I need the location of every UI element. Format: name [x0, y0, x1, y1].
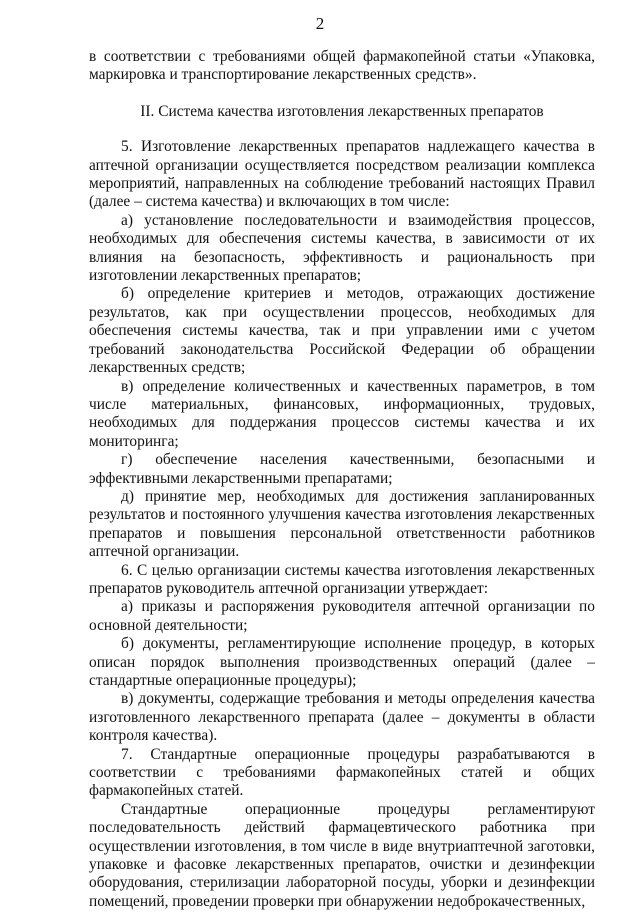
paragraph-item-5b: б) определение критериев и методов, отражающих достижение результатов, как при осуществлении процессов, необходимых для обеспечения системы качества, так и при управлении ими с учетом требований законодательства Российской Федерации об обращении лекарственных средств;	[89, 285, 595, 377]
document-body	[89, 48, 595, 911]
section-title: II. Система качества изготовления лекарственных препаратов	[140, 102, 544, 120]
paragraph-item-5: 5. Изготовление лекарственных препаратов надлежащего качества в аптечной организации осуществляется посредством реализации комплекса мероприятий, направленных на соблюдение требований настоящих Правил (далее – система качества) и включающих в том числе:	[89, 138, 595, 211]
paragraph-item-6: 6. С целью организации системы качества изготовления лекарственных препаратов руководитель аптечной организации утверждает:	[89, 561, 595, 597]
page-number: 2	[315, 14, 325, 33]
paragraph-item-6b: б) документы, регламентирующие исполнение процедур, в которых описан порядок выполнения производственных операций (далее – стандартные операционные процедуры);	[89, 635, 595, 689]
continuation-paragraph: в соответствии с требованиями общей фармакопейной статьи «Упаковка, маркировка и транспортирование лекарственных средств».	[89, 48, 595, 84]
paragraph-item-5v: в) определение количественных и качественных параметров, в том числе материальных, финансовых, информационных, трудовых, необходимых для поддержания процессов системы качества и их мониторинга;	[89, 377, 595, 450]
paragraph-item-6v: в) документы, содержащие требования и методы определения качества изготовленного лекарственного препарата (далее – документы в области контроля качества).	[89, 690, 595, 745]
paragraph-item-5a: а) установление последовательности и взаимодействия процессов, необходимых для обеспечения системы качества, в зависимости от их влияния на безопасность, эффективность и рациональность при изготовлении лекарственных препаратов;	[89, 211, 595, 285]
paragraph-item-7-continued: Стандартные операционные процедуры регламентируют последовательность действий фармацевтического работника при осуществлении изготовления, в том числе в виде внутриаптечной заготовки, упаковке и фасовке лекарственных препаратов, очистки и дезинфекции оборудования, стерилизации лабораторной посуды, уборки и дезинфекции помещений, проведении проверки при обнаружении недоброкачественных,	[89, 800, 595, 910]
paragraph-item-5g: г) обеспечение населения качественными, безопасными и эффективными лекарственными препаратами;	[89, 451, 595, 487]
paragraph-item-6a: а) приказы и распоряжения руководителя аптечной организации по основной деятельности;	[89, 598, 595, 634]
paragraph-item-7: 7. Стандартные операционные процедуры разрабатываются в соответствии с требованиями фармакопейных статей и общих фармакопейных статей.	[89, 745, 595, 800]
paragraph-item-5d: д) принятие мер, необходимых для достижения запланированных результатов и постоянного улучшения качества изготовления лекарственных препаратов и повышения персональной ответственности работников аптечной организации.	[89, 487, 595, 561]
